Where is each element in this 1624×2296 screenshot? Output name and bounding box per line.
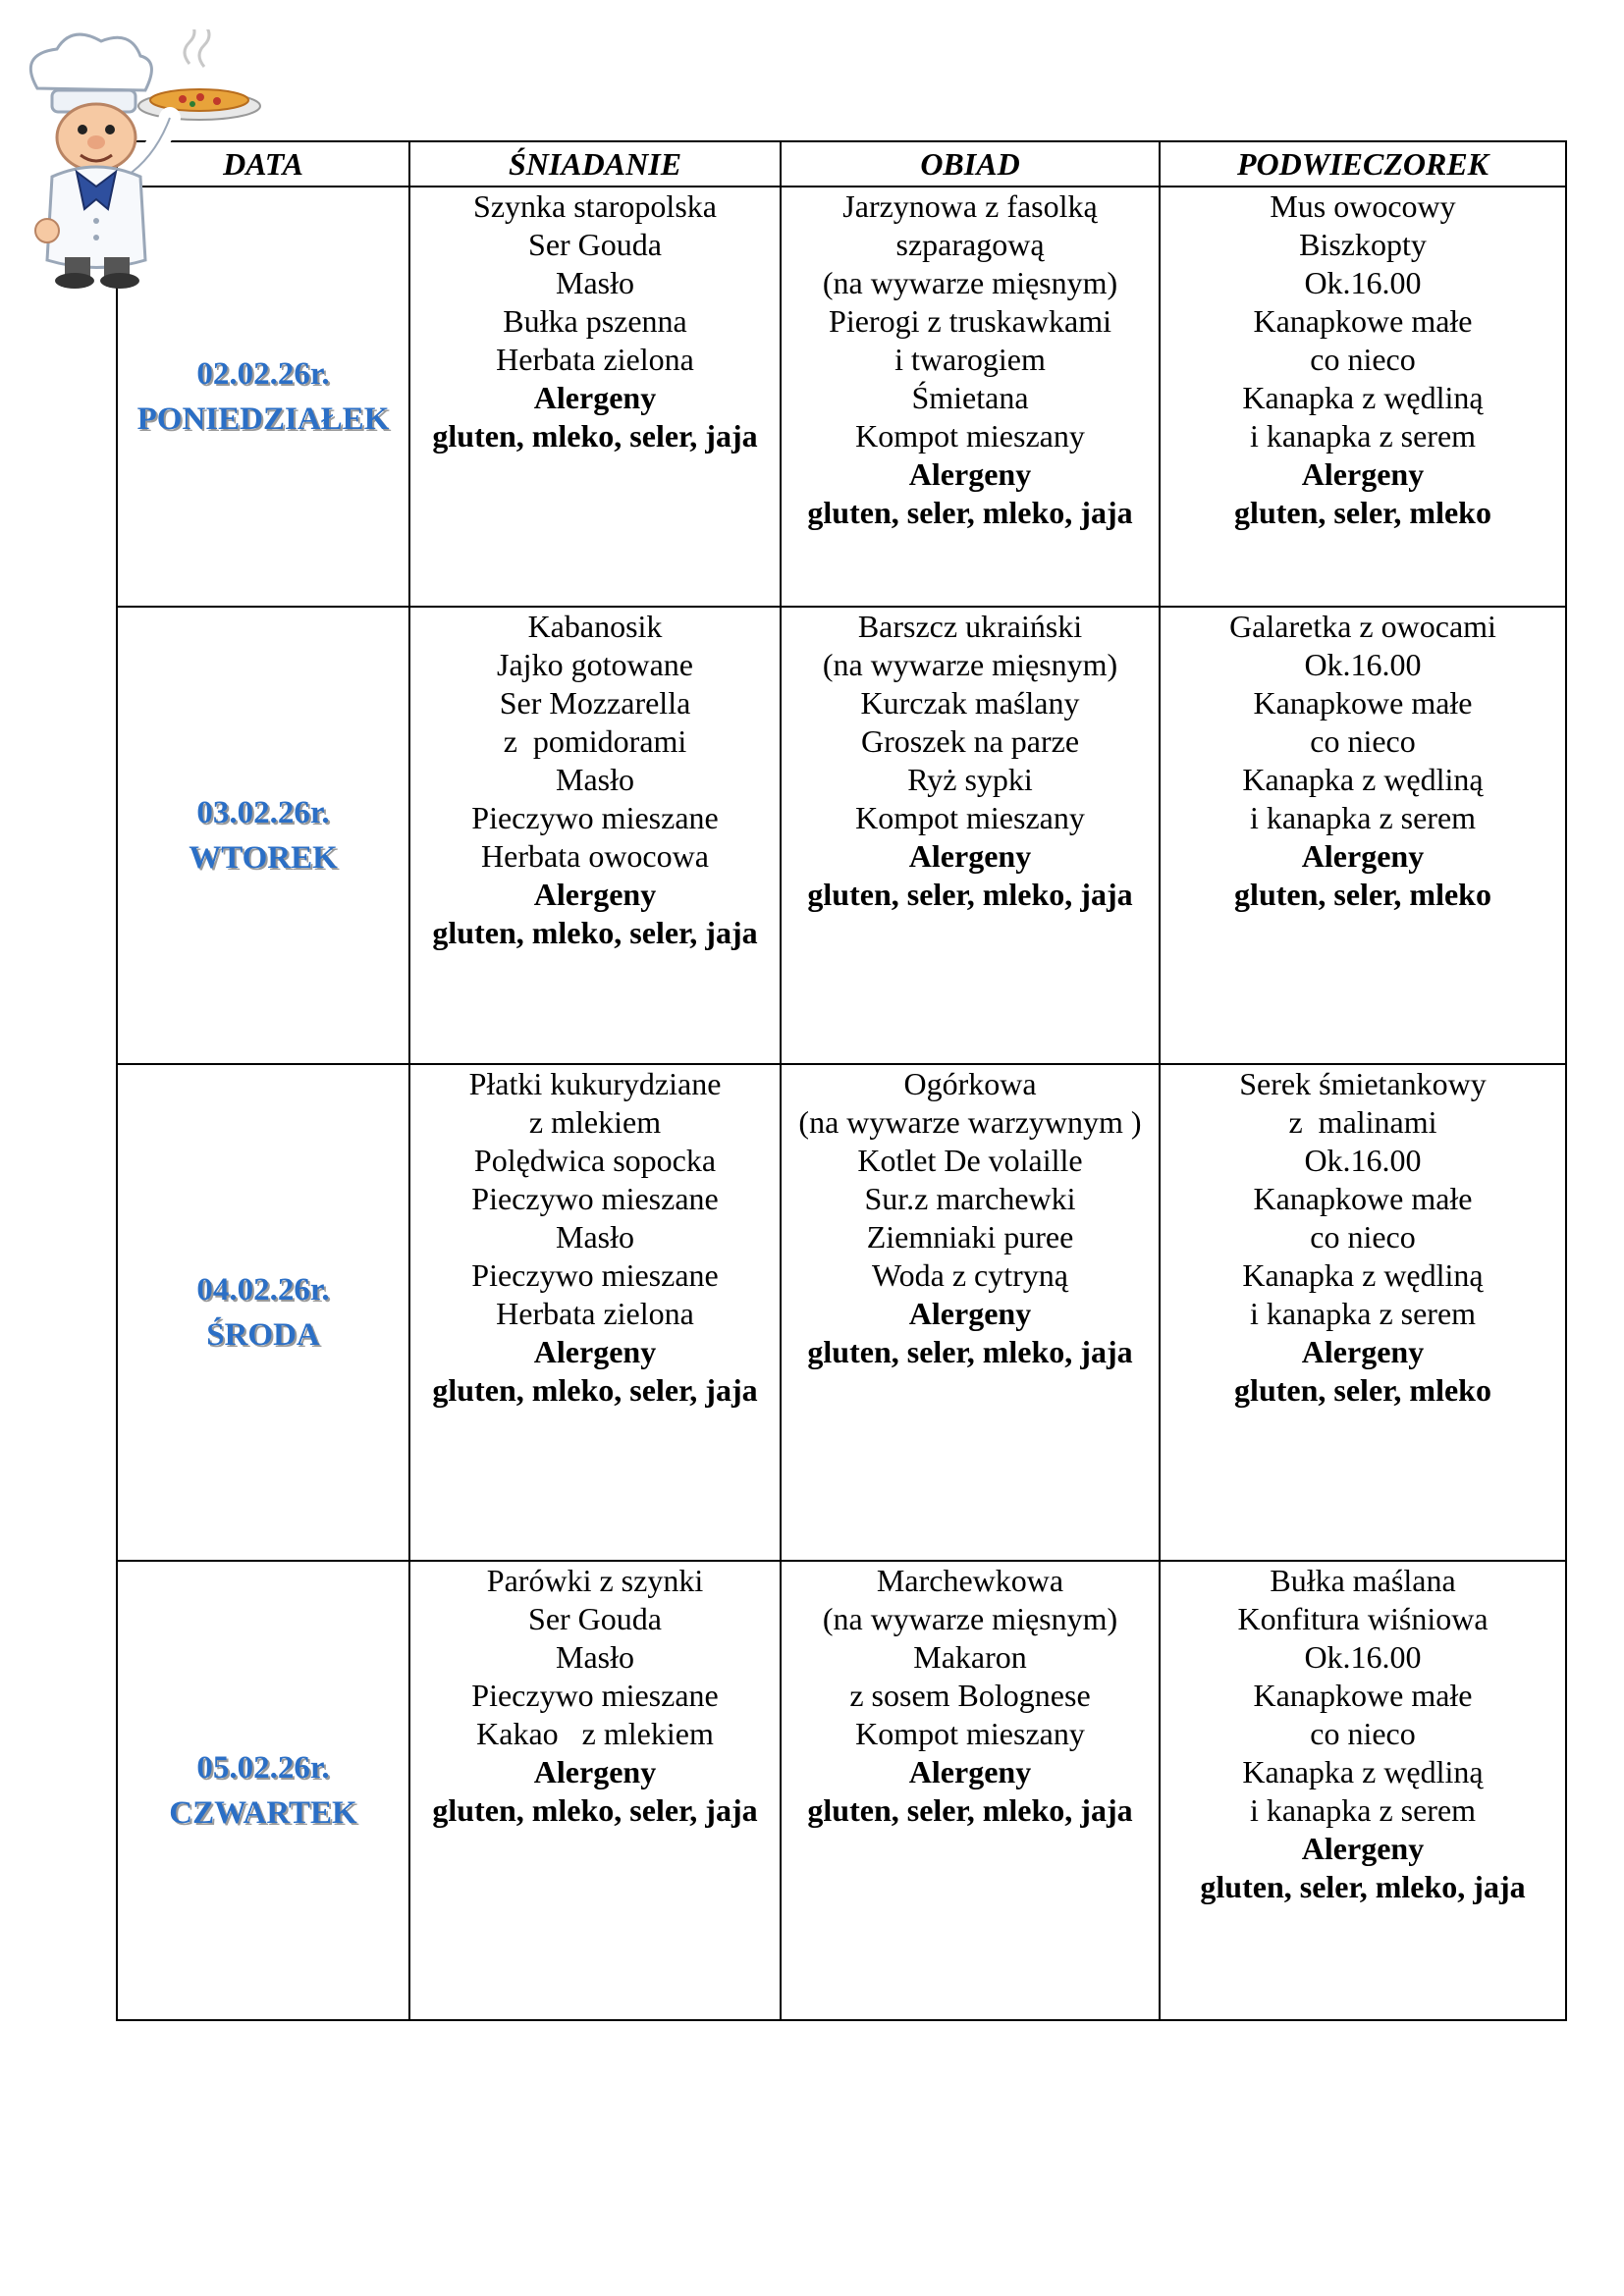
menu-item: i twarogiem [894,342,1046,377]
menu-item: Makaron [913,1639,1027,1675]
allergen-list: gluten, mleko, seler, jaja [432,915,758,950]
menu-item: Jarzynowa z fasolką [842,188,1098,224]
menu-item: Pieczywo mieszane [471,800,719,835]
column-header-snack: PODWIECZOREK [1160,141,1566,187]
day-name: CZWARTEK [169,1795,357,1831]
menu-item: z pomidorami [503,723,687,759]
menu-item: Groszek na parze [860,723,1080,759]
table-row [117,187,1566,607]
menu-item: Śmietana [911,380,1029,415]
menu-item: Masło [556,762,634,797]
menu-item: Masło [556,1639,634,1675]
date-cell [117,607,409,1064]
snack-cell [1160,1064,1566,1561]
menu-item: Ser Gouda [528,1601,662,1636]
menu-item: Sur.z marchewki [864,1181,1076,1216]
menu-item: Kotlet De volaille [857,1143,1083,1178]
chef-holding-pizza-icon [8,29,263,294]
allergen-heading: Alergeny [1301,456,1425,492]
menu-item: (na wywarze mięsnym) [822,647,1118,682]
menu-item: Mus owocowy [1270,188,1456,224]
menu-item: Kanapka z wędliną [1242,1257,1484,1293]
table-row [117,1064,1566,1561]
lunch-cell [781,1064,1160,1561]
menu-item: Bułka pszenna [503,303,687,339]
breakfast-cell [409,1064,781,1561]
menu-item: Pieczywo mieszane [471,1678,719,1713]
menu-item: (na wywarze warzywnym ) [798,1104,1142,1140]
allergen-list: gluten, seler, mleko [1234,877,1491,912]
menu-item: Jajko gotowane [497,647,693,682]
menu-item: Kakao z mlekiem [476,1716,714,1751]
column-header-date: DATA [117,141,409,187]
menu-item: Ziemniaki puree [866,1219,1074,1255]
table-row [117,1561,1566,2020]
menu-item: Kanapkowe małe [1253,685,1473,721]
menu-item: Kabanosik [527,609,663,644]
menu-item: Parówki z szynki [486,1563,704,1598]
date-text: 03.02.26r. [196,795,330,830]
allergen-list: gluten, mleko, seler, jaja [432,1372,758,1408]
menu-item: Ok.16.00 [1304,265,1422,300]
menu-item: co nieco [1310,342,1416,377]
menu-item: Pieczywo mieszane [471,1181,719,1216]
menu-item: Marchewkowa [876,1563,1064,1598]
menu-item: Kanapkowe małe [1253,1181,1473,1216]
menu-item: (na wywarze mięsnym) [822,265,1118,300]
breakfast-cell [409,607,781,1064]
allergen-list: gluten, seler, mleko, jaja [807,1792,1133,1828]
allergen-heading: Alergeny [533,1754,657,1789]
column-header-lunch: OBIAD [781,141,1160,187]
menu-item: Herbata owocowa [481,838,709,874]
weekly-menu-table [116,140,1567,2021]
allergen-heading: Alergeny [533,1334,657,1369]
snack-cell [1160,607,1566,1064]
allergen-heading: Alergeny [1301,838,1425,874]
lunch-cell [781,187,1160,607]
allergen-list: gluten, seler, mleko, jaja [807,1334,1133,1369]
menu-item: Masło [556,265,634,300]
menu-item: Kanapka z wędliną [1242,1754,1484,1789]
snack-cell [1160,187,1566,607]
menu-item: Kompot mieszany [855,800,1085,835]
menu-item: Herbata zielona [496,1296,694,1331]
menu-item: Bułka maślana [1270,1563,1456,1598]
menu-item: Woda z cytryną [872,1257,1068,1293]
allergen-heading: Alergeny [908,456,1032,492]
menu-item: Masło [556,1219,634,1255]
allergen-heading: Alergeny [533,380,657,415]
allergen-list: gluten, seler, mleko, jaja [807,877,1133,912]
allergen-list: gluten, seler, mleko, jaja [807,495,1133,530]
lunch-cell [781,1561,1160,2020]
date-cell [117,1064,409,1561]
breakfast-cell [409,1561,781,2020]
menu-item: Konfitura wiśniowa [1237,1601,1489,1636]
menu-item: Płatki kukurydziane [468,1066,722,1101]
menu-item: i kanapka z serem [1249,418,1477,454]
menu-item: Biszkopty [1299,227,1427,262]
header-row [117,141,1566,187]
allergen-list: gluten, seler, mleko [1234,495,1491,530]
menu-item: Kanapkowe małe [1253,1678,1473,1713]
lunch-cell [781,607,1160,1064]
menu-item: co nieco [1310,1716,1416,1751]
allergen-list: gluten, seler, mleko [1234,1372,1491,1408]
menu-item: i kanapka z serem [1249,1792,1477,1828]
menu-item: Ser Gouda [528,227,662,262]
menu-item: Kompot mieszany [855,418,1085,454]
allergen-heading: Alergeny [908,1754,1032,1789]
menu-item: z mlekiem [528,1104,662,1140]
menu-item: Szynka staropolska [473,188,717,224]
day-name: PONIEDZIAŁEK [136,401,390,437]
menu-item: Kanapkowe małe [1253,303,1473,339]
allergen-heading: Alergeny [1301,1831,1425,1866]
snack-cell [1160,1561,1566,2020]
date-cell [117,1561,409,2020]
breakfast-cell [409,187,781,607]
allergen-heading: Alergeny [1301,1334,1425,1369]
allergen-list: gluten, mleko, seler, jaja [432,418,758,454]
date-text: 04.02.26r. [196,1272,330,1308]
date-text: 02.02.26r. [196,356,330,392]
menu-item: Herbata zielona [496,342,694,377]
column-header-breakfast: ŚNIADANIE [409,141,781,187]
menu-item: Ser Mozzarella [499,685,691,721]
allergen-heading: Alergeny [908,838,1032,874]
table-row [117,607,1566,1064]
menu-item: i kanapka z serem [1249,1296,1477,1331]
menu-item: z malinami [1288,1104,1437,1140]
date-text: 05.02.26r. [196,1750,330,1786]
menu-item: Galaretka z owocami [1229,609,1496,644]
menu-item: Kanapka z wędliną [1242,762,1484,797]
menu-item: Polędwica sopocka [473,1143,717,1178]
menu-item: szparagową [895,227,1045,262]
menu-item: i kanapka z serem [1249,800,1477,835]
menu-item: Pieczywo mieszane [471,1257,719,1293]
allergen-heading: Alergeny [908,1296,1032,1331]
allergen-heading: Alergeny [533,877,657,912]
menu-item: Ryż sypki [907,762,1033,797]
menu-item: Ok.16.00 [1304,1639,1422,1675]
day-name: WTOREK [189,840,338,876]
menu-item: co nieco [1310,1219,1416,1255]
menu-item: Kompot mieszany [855,1716,1085,1751]
menu-item: Barszcz ukraiński [857,609,1083,644]
menu-item: Pierogi z truskawkami [829,303,1111,339]
menu-item: Ok.16.00 [1304,647,1422,682]
allergen-list: gluten, seler, mleko, jaja [1200,1869,1526,1904]
allergen-list: gluten, mleko, seler, jaja [432,1792,758,1828]
menu-item: Serek śmietankowy [1239,1066,1487,1101]
menu-item: Ok.16.00 [1304,1143,1422,1178]
day-name: ŚRODA [206,1317,320,1353]
menu-item: Kanapka z wędliną [1242,380,1484,415]
menu-item: Kurczak maślany [860,685,1080,721]
menu-item: Ogórkowa [903,1066,1037,1101]
menu-item: co nieco [1310,723,1416,759]
menu-item: z sosem Bolognese [849,1678,1091,1713]
menu-item: (na wywarze mięsnym) [822,1601,1118,1636]
